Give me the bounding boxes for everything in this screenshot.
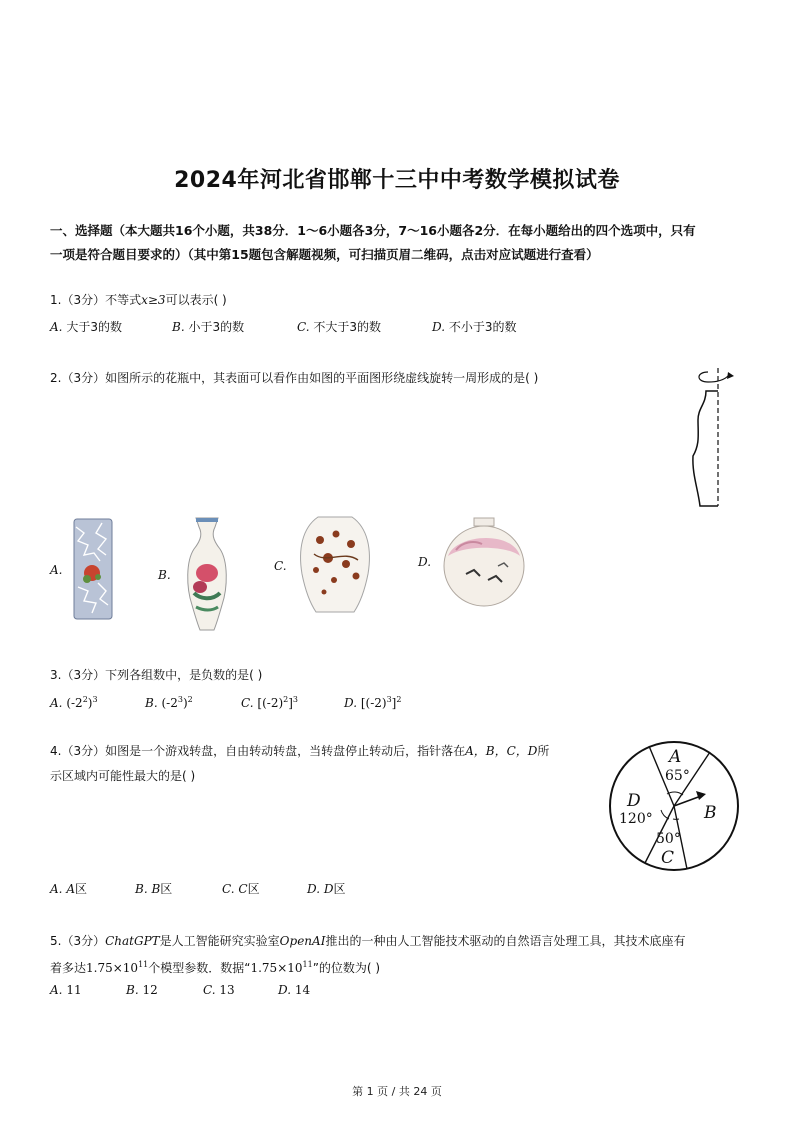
- q1-option-d[interactable]: D. 不小于3的数: [432, 320, 517, 334]
- spinner-figure: [605, 738, 743, 874]
- q4-option-c[interactable]: C. C区: [222, 882, 260, 896]
- q3-option-a[interactable]: A. $(-2^2)^3$: [50, 695, 98, 710]
- q4-option-b[interactable]: B. B区: [135, 882, 173, 896]
- spinner-label-d: D: [627, 791, 641, 811]
- q4-option-d[interactable]: D. D区: [307, 882, 346, 896]
- q4-option-a[interactable]: A. A区: [50, 882, 87, 896]
- vase-d-round-icon: [442, 516, 526, 612]
- question-4-stem-line1: 4.（3分）如图是一个游戏转盘，自由转动转盘，当转盘停止转动后，指针落在A，B，C，D所: [50, 744, 550, 758]
- section-header-line1: 一、选择题（本大题共16个小题，共38分．1～6小题各3分，7～16小题各2分．在每小题给出的四个选项中，只有: [50, 223, 696, 238]
- q5-option-b[interactable]: B. 12: [126, 983, 158, 997]
- question-5-stem-line1: 5.（3分）ChatGPT是人工智能研究实验室OpenAI推出的一种由人工智能技术驱动的自然语言处理工具，其技术底座有: [50, 934, 686, 948]
- page-title: 2024年河北省邯郸十三中中考数学模拟试卷: [174, 168, 620, 193]
- section-header-line2: 一项是符合题目要求的）（其中第15题包含解题视频，可扫描页眉二维码，点击对应试题进行查看）: [50, 247, 599, 262]
- q2-option-d[interactable]: D.: [418, 555, 432, 569]
- q3-option-b[interactable]: B. $(-2^3)^2$: [145, 695, 193, 710]
- spinner-label-a: A: [669, 747, 682, 767]
- question-3-stem: 3.（3分）下列各组数中，是负数的是( ): [50, 668, 263, 682]
- q2-option-c[interactable]: C.: [274, 559, 287, 573]
- q5-option-c[interactable]: C. 13: [203, 983, 235, 997]
- q2-option-a[interactable]: A.: [50, 563, 63, 577]
- q5-option-a[interactable]: A. 11: [50, 983, 82, 997]
- vase-a-cylinder-icon: [72, 517, 114, 625]
- question-5-stem-line2: 着多达$1.75\times 10^{11}$个模型参数．数据“$1.75\times 10^{11}$”的位数为( ): [50, 960, 381, 975]
- q1-option-c[interactable]: C. 不大于3的数: [297, 320, 382, 334]
- spinner-angle-c: 50°: [656, 831, 681, 847]
- question-2-stem: 2.（3分）如图所示的花瓶中，其表面可以看作由如图的平面图形绕虚线旋转一周形成的是( ): [50, 371, 539, 385]
- q3-option-c[interactable]: C. $[(-2)^2]^3$: [241, 695, 299, 710]
- q1-option-b[interactable]: B. 小于3的数: [172, 320, 245, 334]
- spinner-angle-d: 120°: [619, 811, 653, 827]
- q1-option-a[interactable]: A. 大于3的数: [50, 320, 122, 334]
- vase-profile-figure: [688, 364, 748, 510]
- page-footer: 第 1 页 / 共 24 页: [352, 1085, 442, 1098]
- question-1-stem: 1.（3分）不等式x≥3可以表示( ): [50, 293, 227, 307]
- spinner-label-b: B: [704, 803, 717, 823]
- q2-option-b[interactable]: B.: [158, 568, 171, 582]
- vase-b-tall-icon: [182, 515, 232, 637]
- q5-option-d[interactable]: D. 14: [278, 983, 311, 997]
- spinner-label-c: C: [661, 848, 675, 868]
- q3-option-d[interactable]: D. $[(-2)^3]^2$: [344, 695, 402, 710]
- question-4-stem-line2: 示区域内可能性最大的是( ): [50, 769, 196, 783]
- spinner-angle-a: 65°: [665, 768, 690, 784]
- vase-c-jar-icon: [296, 514, 374, 618]
